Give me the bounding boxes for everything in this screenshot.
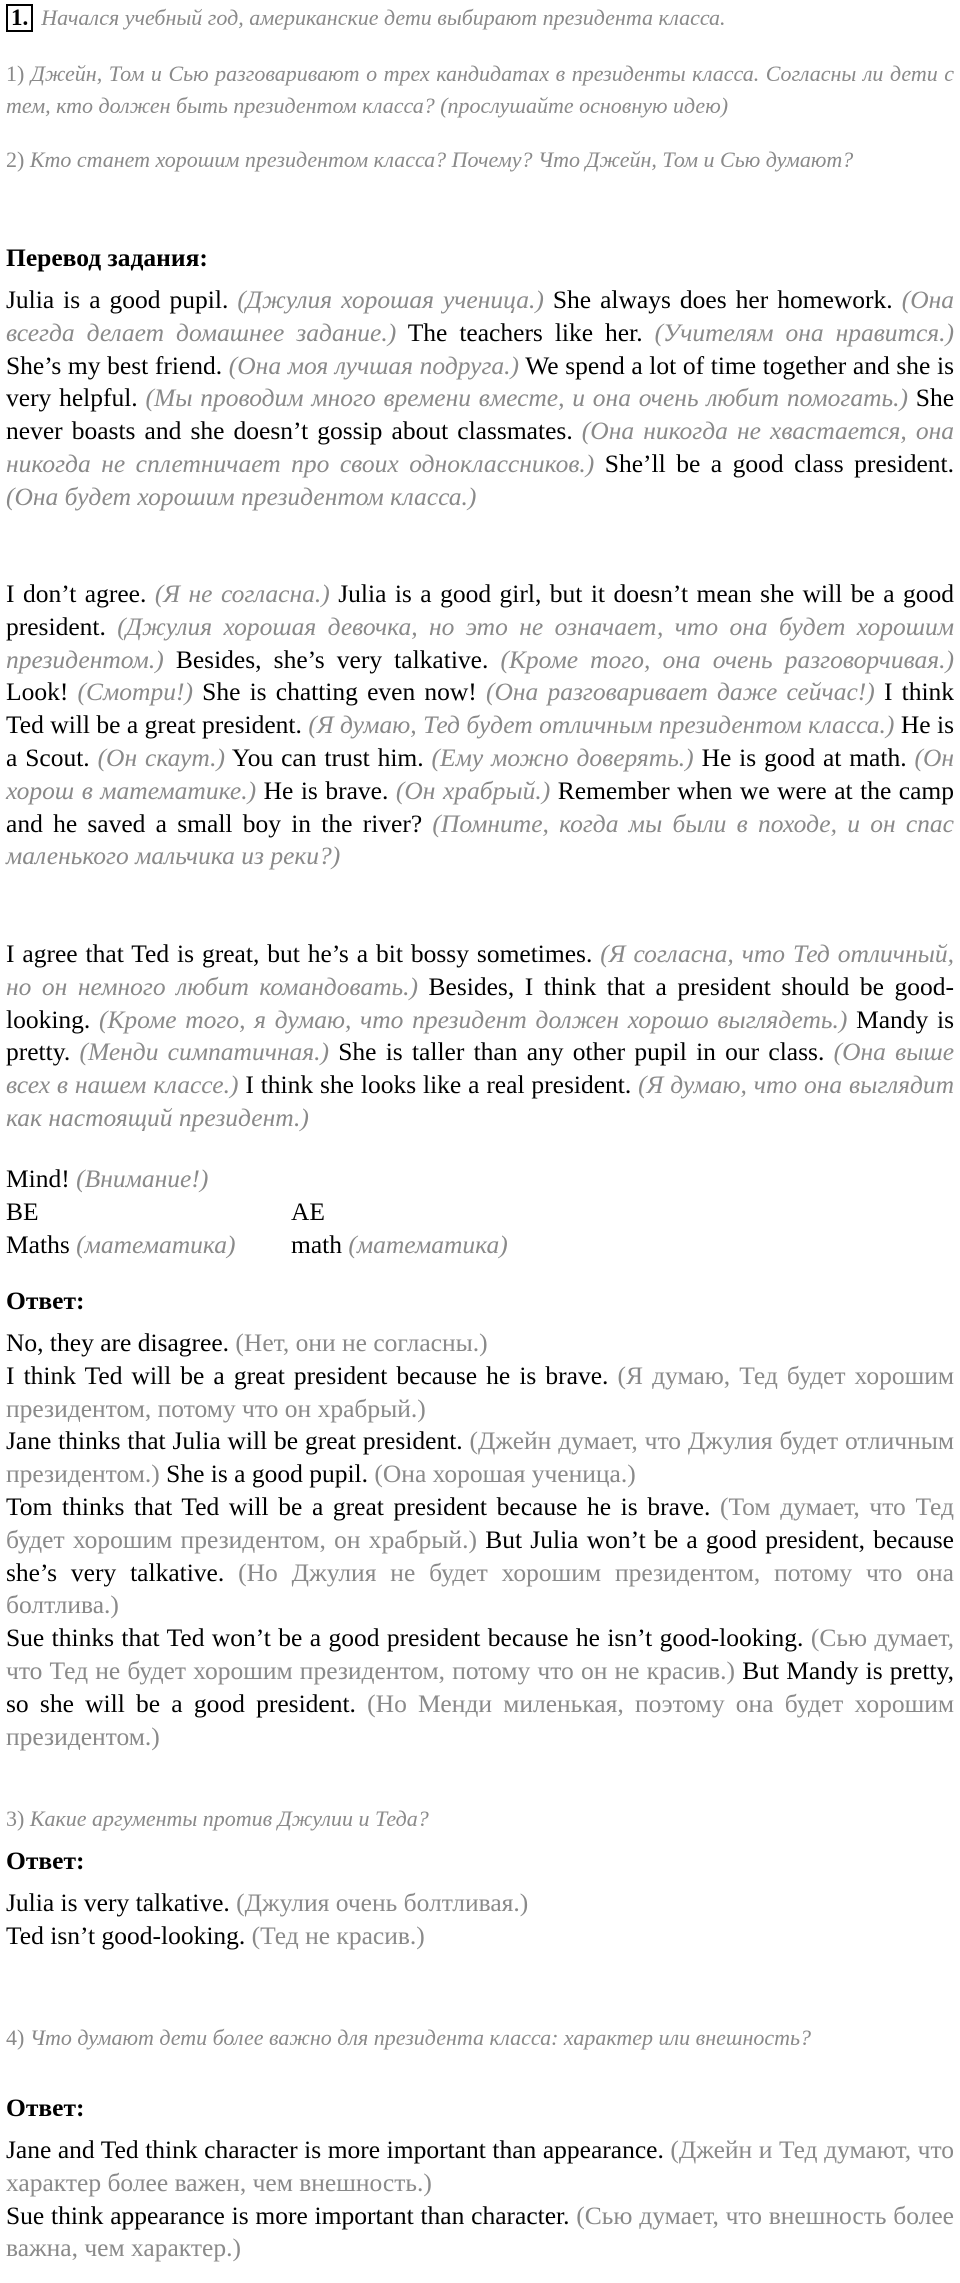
mind-note [6, 1163, 954, 1261]
english-sentence: Ted isn’t good-looking. [6, 1920, 246, 1950]
task-number-badge: 1. [6, 4, 33, 32]
russian-translation: (Я думаю, Тед будет хорошим президентом, потому что он храбрый.) [6, 1360, 954, 1423]
english-sentence: She’ll be a good class president. [604, 448, 955, 478]
translation-heading: Перевод задания: [6, 243, 208, 272]
english-sentence: He is brave. [263, 775, 389, 805]
answer-line [6, 1887, 954, 1920]
english-sentence: Julia is very talkative. [6, 1888, 230, 1917]
russian-translation: (Мы проводим много времени вместе, и она очень любит помогать.) [145, 383, 908, 413]
russian-translation: (Джейн думает, что Джулия будет отличным президентом.) [6, 1426, 954, 1489]
russian-translation: (Он скаут.) [97, 742, 225, 772]
answer-line [6, 1425, 954, 1491]
answer-line [6, 2200, 954, 2266]
english-sentence: The teachers like her. [407, 317, 643, 347]
english-sentence: She never boasts and she doesn’t gossip about classmates. [6, 383, 955, 446]
answer-heading-3: Ответ: [6, 2093, 85, 2122]
translation-paragraph-3 [6, 938, 954, 1135]
russian-translation: (Она выше всех в нашем классе.) [6, 1037, 955, 1100]
russian-translation: (Он храбрый.) [395, 775, 551, 805]
english-sentence: We spend a lot of time together and she is very helpful. [6, 350, 955, 413]
ae-word: math [291, 1229, 342, 1259]
english-sentence: I agree that Ted is great, but he’s a bit bossy sometimes. [6, 939, 593, 968]
russian-translation: (Учителям она нравится.) [654, 317, 954, 347]
russian-translation: (Она всегда делает домашнее задание.) [6, 285, 955, 347]
english-sentence: He is good at math. [701, 742, 907, 772]
english-sentence: She is taller than any other pupil in our class. [338, 1037, 825, 1067]
english-sentence: She always does her homework. [552, 285, 893, 314]
question-4-text: Что думают дети более важно для президента класса: характер или внешность? [29, 2025, 812, 2050]
answer-block-1 [6, 1327, 954, 1753]
russian-translation: (Я согласна, что Тед отличный, но он немного любит командовать.) [6, 939, 955, 1001]
question-1-number: 1) [6, 61, 25, 86]
answer-line [6, 1622, 954, 1753]
answer-heading-1: Ответ: [6, 1286, 85, 1315]
russian-translation: (Джулия очень болтливая.) [236, 1888, 529, 1917]
russian-translation: (Она моя лучшая подруга.) [228, 350, 520, 380]
question-1 [6, 58, 954, 122]
russian-translation: (Я думаю, что она выглядит как настоящий президент.) [6, 1070, 955, 1132]
english-sentence: I think Ted will be a great president. [6, 677, 955, 740]
question-2-number: 2) [6, 147, 25, 172]
english-sentence: Besides, I think that a president should be good-looking. [6, 971, 954, 1034]
question-4 [6, 2022, 954, 2054]
english-sentence: Sue thinks that Ted won’t be a good president because he isn’t good-looking. [6, 1623, 804, 1653]
english-sentence: Tom thinks that Ted will be a great president because he is brave. [6, 1491, 711, 1521]
english-sentence: Julia is a good pupil. [6, 285, 229, 314]
russian-translation: (Помните, когда мы были в походе, и он спас маленького мальчика из реки?) [6, 808, 955, 871]
answer-line [6, 1360, 954, 1426]
english-sentence: Remember when we were at the camp and he saved a small boy in the river? [6, 775, 955, 838]
task-intro [6, 2, 954, 34]
russian-translation: (Менди симпатичная.) [79, 1037, 329, 1067]
ae-word-translation: (математика) [348, 1229, 508, 1259]
english-sentence: Mandy is pretty. [6, 1004, 955, 1067]
mind-label: Mind! [6, 1164, 70, 1193]
english-sentence: Look! [6, 677, 69, 707]
mind-label-translation: (Внимание!) [76, 1164, 209, 1193]
be-word-translation: (математика) [76, 1229, 236, 1259]
answer-line [6, 1920, 954, 1953]
english-sentence: But Julia won’t be a good president, because she’s very talkative. [6, 1524, 954, 1587]
task-intro-text: Начался учебный год, американские дети выбирают президента класса. [41, 5, 726, 30]
russian-translation: (Я не согласна.) [154, 579, 330, 608]
english-sentence: Julia is a good girl, but it doesn’t mean she will be a good president. [6, 579, 955, 641]
russian-translation: (Она никогда не хвастается, она никогда не сплетничает про своих одноклассников.) [6, 416, 954, 478]
english-sentence: No, they are disagree. [6, 1328, 230, 1357]
russian-translation: (Ему можно доверять.) [431, 742, 694, 772]
russian-translation: (Но Менди миленькая, поэтому она будет хорошим президентом.) [6, 1688, 954, 1751]
english-sentence: I think she looks like a real president. [245, 1070, 632, 1100]
russian-translation: (Том думает, что Тед будет хорошим президентом, он храбрый.) [6, 1491, 955, 1554]
russian-translation: (Тед не красив.) [251, 1920, 425, 1950]
russian-translation: (Джейн и Тед думают, что характер более важен, чем внешность.) [6, 2135, 955, 2197]
russian-translation: (Кроме того, она очень разговорчивая.) [500, 644, 955, 674]
answer-line [6, 1491, 954, 1622]
be-header: BE [6, 1196, 39, 1226]
english-sentence: I think Ted will be a great president because he is brave. [6, 1360, 609, 1390]
translation-paragraph-1 [6, 284, 954, 514]
russian-translation: (Он хорош в математике.) [6, 742, 955, 805]
answer-line [6, 1327, 954, 1360]
question-3-text: Какие аргументы против Джулии и Теда? [29, 1806, 429, 1831]
question-3 [6, 1803, 954, 1835]
english-sentence: Jane thinks that Julia will be great president. [6, 1426, 463, 1456]
question-4-number: 4) [6, 2025, 25, 2050]
answer-heading-2: Ответ: [6, 1846, 85, 1875]
russian-translation: (Джулия хорошая ученица.) [237, 285, 544, 314]
russian-translation: (Кроме того, я думаю, что президент должен хорошо выглядеть.) [99, 1004, 848, 1034]
english-sentence: Sue think appearance is more important than character. [6, 2200, 570, 2230]
russian-translation: (Нет, они не согласны.) [235, 1328, 488, 1357]
russian-translation: (Сью думает, что Тед не будет хорошим президентом, потому что он не красив.) [6, 1623, 955, 1685]
be-word: Maths [6, 1229, 70, 1259]
russian-translation: (Она хорошая ученица.) [374, 1459, 636, 1489]
english-sentence: She is chatting even now! [202, 677, 477, 707]
answer-block-3 [6, 1887, 954, 1953]
russian-translation: (Она разговаривает даже сейчас!) [485, 677, 875, 707]
english-sentence: She is a good pupil. [166, 1459, 369, 1489]
english-sentence: But Mandy is pretty, so she will be a good president. [6, 1655, 954, 1718]
ae-header: AE [291, 1196, 325, 1226]
russian-translation: (Смотри!) [77, 677, 193, 707]
english-sentence: She’s my best friend. [6, 350, 223, 380]
russian-translation: (Она будет хорошим президентом класса.) [6, 481, 477, 511]
be-ae-table [6, 1196, 954, 1262]
translation-paragraph-2 [6, 578, 954, 873]
russian-translation: (Но Джулия не будет хорошим президентом, потому что она болтлива.) [6, 1557, 954, 1620]
russian-translation: (Я думаю, Тед будет отличным президентом класса.) [308, 710, 895, 740]
question-2-text: Кто станет хорошим президентом класса? Почему? Что Джейн, Том и Сью думают? [29, 147, 854, 172]
answer-block-4 [6, 2134, 954, 2265]
english-sentence: You can trust him. [231, 742, 424, 772]
question-2 [6, 144, 954, 176]
russian-translation: (Джулия хорошая девочка, но это не означает, что она будет хорошим президентом.) [6, 611, 954, 674]
question-1-text: Джейн, Том и Сью разговаривают о трех кандидатах в президенты класса. Согласны ли дети с тем, кто должен быть президентом класса? (прослушайте основную идею) [6, 61, 954, 118]
answer-line [6, 2134, 954, 2200]
english-sentence: He is a Scout. [6, 710, 955, 772]
russian-translation: (Сью думает, что внешность более важна, чем характер.) [6, 2200, 955, 2263]
english-sentence: I don’t agree. [6, 579, 147, 608]
question-3-number: 3) [6, 1806, 25, 1831]
english-sentence: Besides, she’s very talkative. [175, 644, 489, 674]
english-sentence: Jane and Ted think character is more important than appearance. [6, 2135, 664, 2164]
